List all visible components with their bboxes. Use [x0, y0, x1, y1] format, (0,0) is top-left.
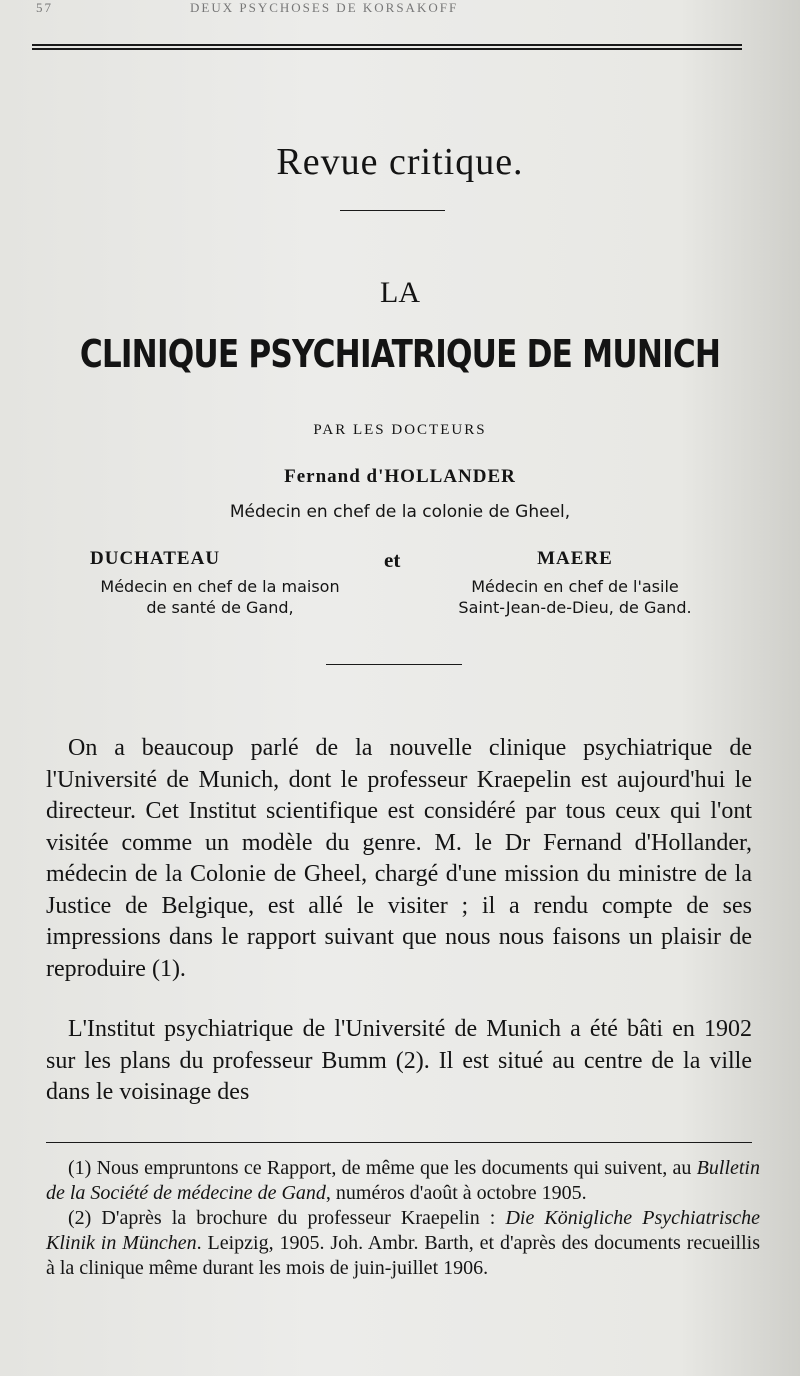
- author-maere: MAERE: [537, 548, 613, 569]
- footnote-1-text: (1) Nous empruntons ce Rapport, de même que les documents qui suivent, au: [68, 1157, 697, 1179]
- author-dhollander: Fernand d'HOLLANDER: [284, 466, 516, 487]
- running-head-text: DEUX PSYCHOSES DE KORSAKOFF: [190, 0, 459, 15]
- author-block-maere: [430, 548, 720, 618]
- top-double-rule: [32, 44, 742, 49]
- footnote-rule: [46, 1142, 752, 1143]
- affiliation-maere-2: Saint-Jean-de-Dieu, de Gand.: [458, 598, 692, 617]
- running-head: [0, 0, 800, 16]
- byline-intro: PAR LES DOCTEURS: [313, 422, 487, 438]
- byline-divider: [326, 664, 462, 665]
- article-title: CLINIQUE PSYCHIATRIQUE DE MUNICH: [79, 332, 721, 376]
- footnote-2: [46, 1206, 760, 1281]
- affiliation-duchateau-1: Médecin en chef de la maison: [100, 577, 340, 596]
- heading-divider: [340, 210, 445, 211]
- footnote-2-text: (2) D'après la brochure du professeur Kraepelin :: [68, 1207, 506, 1229]
- title-article: LA: [380, 276, 420, 309]
- section-heading: Revue critique.: [276, 141, 524, 183]
- footnote-1-journal: Bulletin de la Société de médecine de Gand: [46, 1157, 760, 1204]
- author-conjunction: et: [384, 548, 401, 572]
- paragraph-text: On a beaucoup parlé de la nouvelle clinique psychiatrique de l'Université de Munich, dont le professeur Kraepelin est aujourd'hui le directeur. Cet Institut scientifique est considéré par tous ceux qui l'ont visitée comme un modèle du genre. M. le Dr Fernand d'Hollander, médecin de la Colonie de Gheel, chargé d'une mission du ministre de la Justice de Belgique, est allé le visiter ; il a rendu compte de ses impressions dans le rapport suivant que nous nous faisons un plaisir de reproduire (1).: [46, 735, 752, 982]
- footnote-2-title: Die Königliche Psychiatrische Klinik in München: [46, 1207, 761, 1254]
- footnotes: [46, 1156, 760, 1281]
- affiliation-maere-1: Médecin en chef de l'asile: [471, 577, 679, 596]
- author-block-duchateau: [60, 548, 380, 618]
- footnote-2-suffix: . Leipzig, 1905. Joh. Ambr. Barth, et d'après des documents recueillis à la clinique même durant les mois de juin-juillet 1906.: [46, 1232, 761, 1279]
- footnote-1: [46, 1156, 760, 1206]
- affiliation-duchateau-2: de santé de Gand,: [146, 598, 294, 617]
- footnote-1-suffix: , numéros d'août à octobre 1905.: [325, 1182, 587, 1204]
- author-duchateau: DUCHATEAU: [90, 548, 221, 569]
- affiliation-dhollander: Médecin en chef de la colonie de Gheel,: [229, 502, 571, 522]
- body-paragraph-2: [46, 1014, 752, 1109]
- body-paragraph-1: [46, 733, 752, 985]
- paragraph-text: L'Institut psychiatrique de l'Université de Munich a été bâti en 1902 sur les plans du professeur Bumm (2). Il est situé au centre de la ville dans le voisinage des: [46, 1016, 752, 1105]
- page-number: 57: [36, 0, 53, 15]
